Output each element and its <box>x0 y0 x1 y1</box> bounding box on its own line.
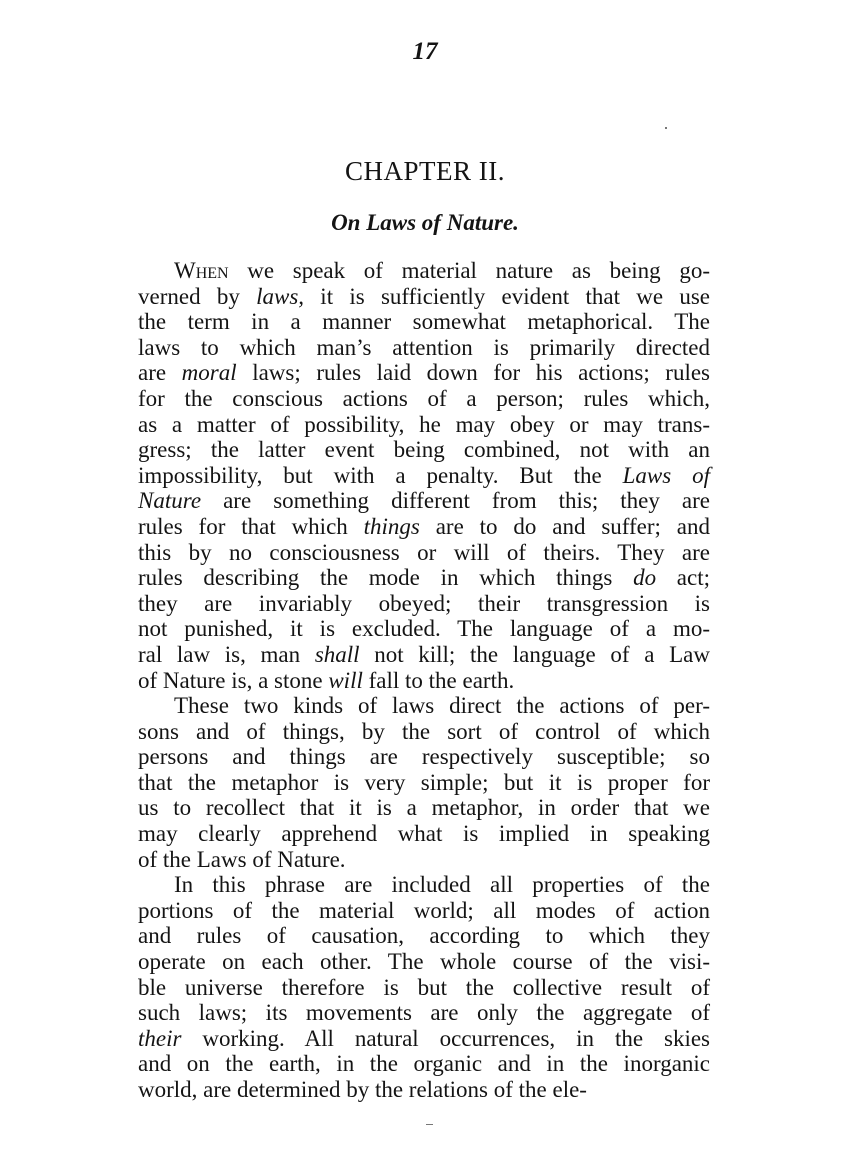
text-line <box>138 565 710 591</box>
text-run: and on the earth, in the organic and in the inorganic <box>138 1051 710 1077</box>
text-run: us to recollect that it is a metaphor, in order that we <box>138 795 710 821</box>
text-run: are to do and suffer; and <box>419 513 710 539</box>
text-line <box>138 1026 710 1052</box>
text-run: are <box>138 360 182 386</box>
text-line <box>138 309 710 335</box>
print-speck <box>665 127 667 129</box>
text-run: verned by <box>138 283 257 309</box>
text-run: such laws; its movements are only the aggregate of <box>138 1000 710 1026</box>
text-run: rules for that which <box>138 513 364 539</box>
text-run: of the Laws of Nature. <box>138 846 346 872</box>
text-run: for the conscious actions of a person; rules which, <box>138 385 710 411</box>
text-line <box>138 1051 710 1077</box>
italic-text: their <box>138 1025 182 1051</box>
text-run: not punished, it is excluded. The language of a mo- <box>138 616 710 642</box>
body-text <box>138 258 710 1103</box>
text-run: sons and of things, by the sort of control of which <box>138 718 710 744</box>
text-run: are something different from this; they are <box>201 488 710 514</box>
text-line <box>138 949 710 975</box>
paragraph <box>138 693 710 872</box>
text-line <box>138 335 710 361</box>
text-line <box>138 923 710 949</box>
text-run: this by no consciousness or will of theirs. They are <box>138 539 710 565</box>
text-line <box>138 437 710 463</box>
text-run: ble universe therefore is but the collective result of <box>138 974 710 1000</box>
italic-text: Nature <box>138 488 202 514</box>
text-run: ral law is, man <box>138 641 315 667</box>
text-run: the term in a manner somewhat metaphorical. The <box>138 309 710 335</box>
text-line <box>138 1077 710 1103</box>
text-line <box>138 795 710 821</box>
italic-text: will <box>328 667 363 693</box>
text-line <box>138 386 710 412</box>
text-line <box>138 1000 710 1026</box>
text-line <box>138 514 710 540</box>
text-line <box>138 642 710 668</box>
text-run: may clearly apprehend what is implied in speaking <box>138 821 710 847</box>
text-run: act; <box>656 565 710 591</box>
text-run: laws; rules laid down for his actions; rules <box>236 360 710 386</box>
italic-text: things <box>363 513 420 539</box>
text-line <box>138 898 710 924</box>
text-run: impossibility, but with a penalty. But the <box>138 462 623 488</box>
text-run: gress; the latter event being combined, not with an <box>138 437 710 463</box>
text-line <box>138 847 710 873</box>
text-line <box>138 770 710 796</box>
text-run: not kill; the language of a Law <box>359 641 710 667</box>
text-run: as a matter of possibility, he may obey or may trans- <box>138 411 710 437</box>
chapter-subtitle: On Laws of Nature. <box>331 210 519 235</box>
text-line <box>138 540 710 566</box>
text-line <box>138 258 710 284</box>
print-speck <box>426 1124 433 1125</box>
text-run: and rules of causation, according to which they <box>138 923 710 949</box>
italic-text: do <box>633 565 657 591</box>
text-run: portions of the material world; all modes of action <box>138 897 710 923</box>
text-line <box>138 719 710 745</box>
text-line <box>138 412 710 438</box>
text-run: working. All natural occurrences, in the skies <box>181 1025 710 1051</box>
text-line <box>138 821 710 847</box>
text-run: that the metaphor is very simple; but it is proper for <box>138 769 710 795</box>
text-line <box>138 488 710 514</box>
italic-text: moral <box>181 360 237 386</box>
text-run: fall to the earth. <box>362 667 515 693</box>
text-run: These two kinds of laws direct the actions of per- <box>174 693 710 719</box>
text-run: operate on each other. The whole course of the visi- <box>138 949 710 975</box>
text-line <box>138 360 710 386</box>
text-run: they are invariably obeyed; their transgression is <box>138 590 710 616</box>
text-run: laws to which man’s attention is primarily directed <box>138 334 710 360</box>
text-line <box>138 975 710 1001</box>
text-run: of Nature is, a stone <box>138 667 329 693</box>
text-run: In this phrase are included all properties of the <box>174 872 710 898</box>
paragraph <box>138 258 710 693</box>
chapter-title: CHAPTER II. <box>345 156 505 186</box>
text-line <box>138 872 710 898</box>
text-line <box>138 284 710 310</box>
text-line <box>138 616 710 642</box>
text-run: world, are determined by the relations of the ele- <box>138 1077 587 1102</box>
italic-text: shall <box>314 641 360 667</box>
italic-text: Laws of <box>622 462 710 488</box>
small-caps-text: When <box>174 258 229 283</box>
text-line <box>138 744 710 770</box>
text-run: we speak of material nature as being go- <box>228 258 710 283</box>
paragraph <box>138 872 710 1102</box>
italic-text: laws, <box>256 283 305 309</box>
text-run: it is sufficiently evident that we use <box>304 283 710 309</box>
text-run: rules describing the mode in which things <box>138 565 634 591</box>
text-line <box>138 591 710 617</box>
text-run: persons and things are respectively susceptible; so <box>138 744 710 770</box>
page-number: 17 <box>412 38 438 65</box>
text-line <box>138 693 710 719</box>
text-line <box>138 668 710 694</box>
text-line <box>138 463 710 489</box>
